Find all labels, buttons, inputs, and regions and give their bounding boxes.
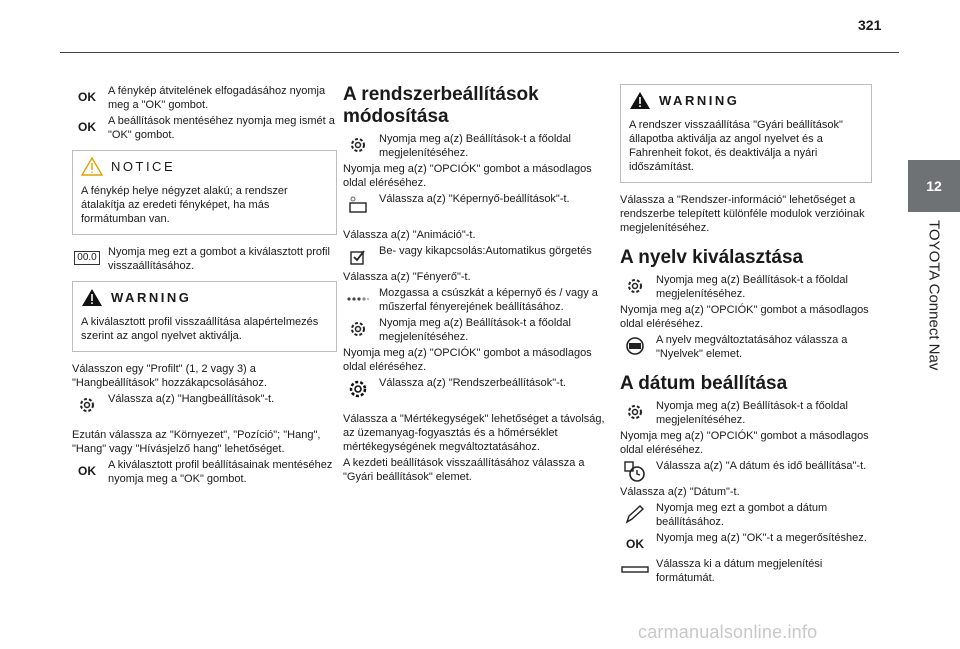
settings-step-2: [343, 316, 608, 344]
notice-header: [81, 157, 328, 176]
paragraph: Válassza a(z) "Fényerő"-t.: [343, 271, 471, 283]
step-text: A kiválasztott profil beállításainak mentéséhez nyomja meg a "OK" gombot.: [108, 459, 333, 485]
ok-step-date: [620, 531, 872, 555]
paragraph: Ezután válassza az "Környezet", "Pozíció"; "Hang", "Hang" vagy "Hívásjelző hang" lehetőséget.: [72, 429, 321, 455]
brightness-step: [343, 286, 608, 314]
gear-icon: [620, 400, 650, 424]
step-text: Nyomja meg a(z) Beállítások-t a főoldal megjelenítéséhez.: [379, 133, 571, 159]
step-text: Válassza a(z) "A dátum és idő beállítása"-t.: [656, 460, 867, 472]
pencil-icon: [620, 502, 650, 526]
ok-step-1: [72, 84, 337, 112]
section-title-date: A dátum beállítása: [620, 373, 788, 394]
animation-step: [343, 244, 608, 268]
step-text: Válassza ki a dátum megjelenítési formátumát.: [656, 558, 823, 584]
header-rule: [60, 52, 899, 53]
notice-title: NOTICE: [111, 158, 176, 174]
settings-step-1: [343, 132, 608, 160]
paragraph: Válassza a "Rendszer-információ" lehetőséget a rendszerbe telepített különféle modulok verzióinak megjelenítéséhez.: [620, 194, 865, 234]
warning-body: A kiválasztott profil visszaállítása alapértelmezés szerint az angol nyelvet aktiválja.: [81, 316, 319, 342]
paragraph: Válassza a(z) "Animáció"-t.: [343, 229, 476, 241]
slider-icon: [343, 287, 373, 311]
language-icon: [620, 334, 650, 358]
section-title-language: A nyelv kiválasztása: [620, 247, 804, 268]
clock-calendar-icon: [620, 460, 650, 484]
chapter-title: [914, 220, 954, 410]
warning-header: [81, 288, 328, 307]
column-3: [620, 84, 872, 587]
gear-icon: [620, 274, 650, 298]
ok-icon: OK: [78, 464, 96, 478]
section-title-system-settings: A rendszerbeállítások módosítása: [343, 84, 539, 127]
step-text: Nyomja meg a(z) "OK"-t a megerősítéshez.: [656, 532, 867, 544]
notice-triangle-icon: [81, 157, 103, 176]
ok-icon: OK: [78, 120, 96, 134]
step-text: Válassza a(z) "Rendszerbeállítások"-t.: [379, 377, 566, 389]
preset-label: 00.0: [74, 251, 99, 265]
ok-step-3: [72, 458, 337, 486]
paragraph: Válassza a "Mértékegységek" lehetőséget a távolság, az üzemanyag-fogyasztás és a hőmérséklet mértékegységének megváltoztatásához.: [343, 413, 605, 453]
ok-icon: OK: [626, 537, 644, 551]
warning-box: [620, 84, 872, 183]
warning-triangle-icon: [81, 288, 103, 307]
step-text: Mozgassa a csúszkát a képernyő és / vagy a műszerfal fényerejének beállításához.: [379, 287, 598, 313]
checkbox-icon: [343, 245, 373, 269]
warning-body: A rendszer visszaállítása "Gyári beállítások" állapotba aktiválja az angol nyelvet és a Fahrenheit fokot, és deaktiválja a nyári időszámítást.: [629, 119, 843, 173]
date-edit-step: [620, 501, 872, 529]
paragraph: A kezdeti beállítások visszaállításához válassza a "Gyári beállítások" elemet.: [343, 457, 585, 483]
screen-brightness-icon: [343, 193, 373, 217]
notice-body: A fénykép helye négyzet alakú; a rendszer átalakítja az eredeti fényképet, ha más formátumban van.: [81, 185, 288, 225]
ok-icon: OK: [78, 90, 96, 104]
paragraph: Nyomja meg a(z) "OPCIÓK" gombot a másodlagos oldal eléréséhez.: [343, 163, 592, 189]
paragraph: Válasszon egy "Profilt" (1, 2 vagy 3) a "Hangbeállítások" hozzákapcsolásához.: [72, 363, 267, 389]
language-step: [620, 333, 872, 361]
step-text: Nyomja meg a(z) Beállítások-t a főoldal megjelenítéséhez.: [379, 317, 571, 343]
date-time-step: [620, 459, 872, 483]
warning-title: WARNING: [659, 92, 740, 108]
date-format-step: [620, 557, 872, 585]
warning-header: [629, 91, 863, 110]
chapter-title-text: TOYOTA Connect Nav: [925, 220, 943, 371]
paragraph: Nyomja meg a(z) "OPCIÓK" gombot a másodlagos oldal eléréséhez.: [620, 430, 869, 456]
paragraph: Nyomja meg a(z) "OPCIÓK" gombot a másodlagos oldal eléréséhez.: [620, 304, 869, 330]
column-2: [343, 84, 608, 486]
format-bar-icon: [620, 558, 650, 582]
gear-icon: [343, 377, 373, 401]
paragraph: Nyomja meg a(z) "OPCIÓK" gombot a másodlagos oldal eléréséhez.: [343, 347, 592, 373]
system-settings-step: [343, 376, 608, 400]
ok-step-2: [72, 114, 337, 142]
step-text: Nyomja meg a(z) Beállítások-t a főoldal megjelenítéséhez.: [656, 400, 848, 426]
settings-step-lang: [620, 273, 872, 301]
settings-step-date: [620, 399, 872, 427]
step-text: Nyomja meg ezt a gombot a dátum beállításához.: [656, 502, 828, 528]
paragraph: Válassza a(z) "Dátum"-t.: [620, 486, 740, 498]
screen-settings-step: [343, 192, 608, 216]
step-text: A beállítások mentéséhez nyomja meg ismét a "OK" gombot.: [108, 115, 335, 141]
gear-icon: [343, 317, 373, 341]
warning-box: [72, 281, 337, 352]
step-text: Válassza a(z) "Hangbeállítások"-t.: [108, 393, 275, 405]
gear-icon: [72, 393, 102, 417]
notice-box: [72, 150, 337, 235]
step-text: Nyomja meg a(z) Beállítások-t a főoldal megjelenítéséhez.: [656, 274, 848, 300]
gear-icon: [343, 133, 373, 157]
step-text: A nyelv megváltoztatásához válassza a "Nyelvek" elemet.: [656, 334, 848, 360]
step-text: Nyomja meg ezt a gombot a kiválasztott profil visszaállításához.: [108, 246, 330, 272]
chapter-number-tab: 12: [908, 160, 960, 212]
preset-button-icon: [72, 246, 102, 270]
preset-step: [72, 245, 337, 273]
step-text: A fénykép átvitelének elfogadásához nyomja meg a "OK" gombot.: [108, 85, 326, 111]
warning-triangle-icon: [629, 91, 651, 110]
watermark: carmanualsonline.info: [638, 622, 818, 642]
step-text: Be- vagy kikapcsolás:Automatikus görgetés: [379, 245, 592, 257]
sound-settings-step: [72, 392, 337, 416]
column-1: [72, 84, 337, 488]
warning-title: WARNING: [111, 289, 192, 305]
page-number: 321: [858, 17, 882, 33]
step-text: Válassza a(z) "Képernyő-beállítások"-t.: [379, 193, 570, 205]
